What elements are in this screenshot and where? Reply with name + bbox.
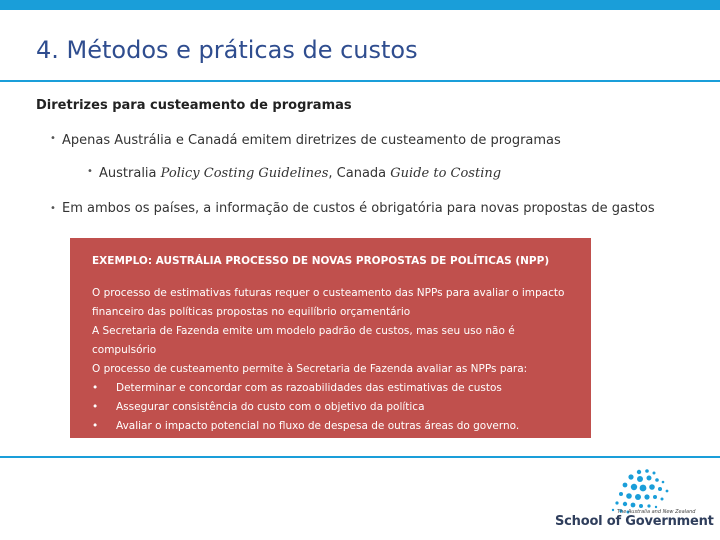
section-heading: Diretrizes para custeamento de programas — [36, 98, 352, 113]
logo-name: School of Government — [555, 514, 714, 529]
example-paragraph: O processo de estimativas futuras requer o custeamento das NPPs para avaliar o impacto financeiro das políticas propostas no equilíbrio orçamentário — [92, 287, 565, 318]
slide-title: 4. Métodos e práticas de custos — [36, 36, 418, 64]
sub-bullet-item — [87, 166, 502, 181]
example-paragraph: A Secretaria de Fazenda emite um modelo padrão de custos, mas seu uso não é compulsório — [92, 325, 515, 356]
school-logo — [555, 466, 715, 534]
australia-guideline-title: Policy Costing Guidelines — [160, 166, 329, 181]
footer-divider — [0, 456, 720, 458]
bullet-dot-icon: • — [50, 203, 56, 214]
bullet-dot-icon: • — [50, 133, 56, 144]
top-accent-bar — [0, 0, 720, 10]
bullet-prefix: Australia — [99, 166, 161, 181]
example-box — [70, 238, 591, 438]
bullet-dot-icon: • — [92, 382, 99, 394]
example-paragraph: O processo de custeamento permite à Secretaria de Fazenda avaliar as NPPs para: — [92, 363, 528, 375]
bullet-item — [50, 133, 561, 148]
bullet-dot-icon: • — [92, 420, 99, 432]
example-list-item — [92, 398, 573, 417]
dot-pattern-icon — [595, 466, 675, 514]
example-item-text: Avaliar o impacto potencial no fluxo de despesa de outras áreas do governo. — [116, 420, 520, 432]
bullet-dot-icon: • — [92, 401, 99, 413]
example-list-item — [92, 379, 573, 398]
title-divider — [0, 80, 720, 82]
example-item-text: Determinar e concordar com as razoabilidades das estimativas de custos — [116, 382, 502, 394]
example-list-item — [92, 417, 573, 436]
bullet-item — [50, 200, 682, 218]
bullet-text: Em ambos os países, a informação de custos é obrigatória para novas propostas de gastos — [62, 201, 655, 216]
bullet-dot-icon: • — [87, 166, 93, 177]
canada-guide-title: Guide to Costing — [390, 166, 502, 181]
bullet-text: Apenas Austrália e Canadá emitem diretrizes de custeamento de programas — [62, 133, 561, 148]
example-item-text: Assegurar consistência do custo com o objetivo da política — [116, 401, 425, 413]
bullet-middle: , Canada — [328, 166, 391, 181]
logo-tagline: The Australia and New Zealand — [617, 509, 696, 515]
example-title: EXEMPLO: AUSTRÁLIA PROCESSO DE NOVAS PROPOSTAS DE POLÍTICAS (NPP) — [92, 255, 550, 267]
